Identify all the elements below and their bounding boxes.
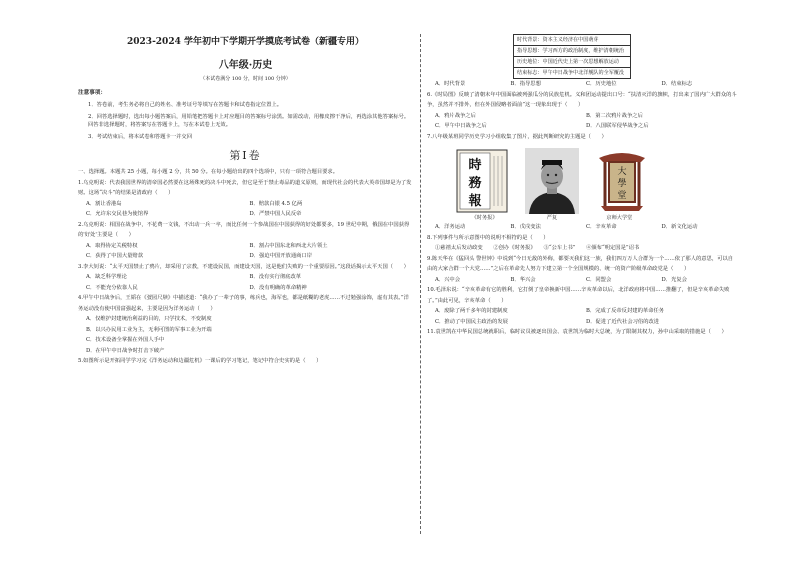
option: D．新文化运动 xyxy=(661,224,698,230)
question-8: 8.下列事件与所示意图中的说明不相符的是（ ） xyxy=(427,234,549,241)
question-6: 6.《时局图》反映了清朝末年中国面临被列强瓜分的民族危机。义和团运动提出口号：“扶清灭洋的旗帜，打出来了国内广大群众的斗争，虽然并不排外，但在外国侵略者面前”这一现象出现于（ ） xyxy=(427,91,737,108)
exam-info: （本试卷满分 100 分，时间 100 分钟） xyxy=(200,76,291,82)
plaque-char: 堂 xyxy=(617,191,627,201)
question-8-events: ①慈禧太后发动政变 ②创办《时务报》 ③“公车上书” ④颁布“明定国是”诏书 xyxy=(435,245,640,251)
question-6-options xyxy=(427,111,737,132)
question-5: 5.如图所示是开拓同学学习完《洋务运动和边疆危机》一课后的学习笔记，笔记中符合史实的是（ ） xyxy=(78,358,322,364)
option: B．没有实行彻底改革 xyxy=(249,274,302,280)
option: B．以兴办民用工业为主，无利可图的军事工业为开端 xyxy=(86,326,212,333)
option: A．割让香港岛 xyxy=(86,200,122,207)
option: D．强迫中国开放通商口岸 xyxy=(249,253,313,259)
option: B．戊戌变法 xyxy=(510,224,541,230)
option: C．历史地位 xyxy=(586,81,617,87)
option: A．洋务运动 xyxy=(435,224,466,230)
caption: 严复 xyxy=(546,215,558,221)
question-10-options xyxy=(427,306,737,327)
plaque-char: 大 xyxy=(617,167,627,177)
notes-row: 历史地位：中国近代史上第一次思想解放运动 xyxy=(514,57,630,68)
question-9: 9.陈天华在《猛回头 警世钟》中说到“今日无敌的外侮，都要灭我们这一族，我们四万万人合群为一个……依了那人的意思，可以自由的大家合群一个大党……”之后在革命先人努力下建立第一个全国规模的、统一的资产阶级革命政党是（ ） xyxy=(427,255,734,272)
picture-captions xyxy=(447,214,657,222)
question-9-options xyxy=(427,275,737,286)
option: C．获得了中国大量赔款 xyxy=(86,253,144,259)
option: A．废除了两千多年的封建制度 xyxy=(435,308,508,314)
exam-title: 2023-2024 学年初中下学期开学摸底考试卷（新疆专用） xyxy=(127,37,364,47)
question-7-pictures xyxy=(447,148,657,214)
option: D．结束标志 xyxy=(661,81,693,87)
option: D．八国联军侵华战争之后 xyxy=(586,123,649,129)
section-title: 第Ⅰ卷 xyxy=(229,149,262,162)
right-column xyxy=(427,34,737,338)
option: D．在甲午中日战争时打击下破产 xyxy=(86,347,165,354)
option: C．技术设备全掌握在外国人手中 xyxy=(86,337,165,343)
notes-row: 指导思想：学习西方的政治制度，维护清朝统治 xyxy=(514,46,630,57)
option: C．不能充分依靠人民 xyxy=(86,284,138,291)
portrait-image xyxy=(525,148,579,214)
left-column xyxy=(78,34,413,367)
option: C．允许东交民巷为使馆界 xyxy=(86,211,149,217)
question-11: 11.袁世凯在中华民国总统就职后，临时议员被逐出国会、袁世凯为临时大总统，为了限制其权力，孙中山采取的措施是（ ） xyxy=(427,329,727,335)
newspaper-char: 務 xyxy=(468,176,482,191)
option: D．促进了近代社会习俗的改进 xyxy=(586,318,660,325)
option: B．赔款白银 4.5 亿两 xyxy=(249,200,303,207)
notes-heading: 注意事项： xyxy=(78,90,106,96)
option: B．华兴会 xyxy=(510,276,536,283)
option: C．甲午中日战争之后 xyxy=(435,123,487,129)
option: A．缺乏科学理论 xyxy=(86,274,127,280)
option: C．推动了中国民主政治的发展 xyxy=(435,318,508,325)
question-4: 4.甲午中日战争后，王韬在《弢园尺牍》中描述道：“我办了一辈子的事，练兵也，海军也，都是纸糊的老虎……不过勉强涂饰，虚有其表。”洋务运动没有使中国富强起来，主要是因为洋务运动（ ） xyxy=(78,295,409,312)
study-notes-table xyxy=(513,34,631,79)
exam-subject: 八年级·历史 xyxy=(218,60,273,71)
option: A．取得协定关税特权 xyxy=(86,242,138,249)
note-item: 2．回答选择题时，选出每小题答案后，用铅笔把答题卡上对应题目的答案标号涂黑。如需改动，用橡皮擦干净后，再选涂其他答案标号。回答非选择题时，将答案写在答题卡上，写在本试卷上无效。 xyxy=(88,114,410,128)
column-divider xyxy=(420,34,421,534)
question-1: 1.乌克明说：代表我国世界的清帝国必然要在这场殊死的决斗中死去，但它是至于禁止毒品的道义原则，而现代社会的代表大英帝国却是为了发财。这场“决斗”的结果是清政府（ ） xyxy=(78,179,412,196)
newspaper-image xyxy=(455,148,509,214)
question-3: 3.李大钊说：“太平天国禁止了鸦片，却采用了宗教，不建设民国，而建设天国，这是他们失败的一个重要原因。”这段话揭示太平天国（ ） xyxy=(78,263,409,270)
note-item: 3．考试结束后，将本试卷和答题卡一并交回 xyxy=(88,134,193,140)
option: C．辛亥革命 xyxy=(586,224,617,230)
option: A．兴中会 xyxy=(435,276,461,283)
newspaper-char: 報 xyxy=(468,194,482,209)
question-7-options xyxy=(427,222,737,233)
option: C．同盟会 xyxy=(586,276,612,283)
option: A．时代背景 xyxy=(435,81,466,87)
question-4-options xyxy=(78,314,413,356)
question-7: 7.八年级某班同学历史学习小组收集了图片，据此判断研究的主题是（ ） xyxy=(427,133,607,140)
plaque-image xyxy=(595,148,649,214)
option: D．光复会 xyxy=(661,276,687,283)
newspaper-char: 時 xyxy=(468,158,482,173)
question-2: 2.乌克明说：相国在战争中，不花费一文钱，不出动一兵一卒，而比任何一个参战国在中国获得的好处都要多，19 世纪中期，俄国在中国获得的'好处'主要是（ ） xyxy=(78,221,410,238)
option: B．割占中国东北和西北大片领土 xyxy=(249,242,328,249)
option: A．仅维护封建统治利益的目的，只学技术，不变制度 xyxy=(86,316,212,322)
option: B．完成了反帝反封建的革命任务 xyxy=(586,308,665,314)
option: A．鸦片战争之后 xyxy=(435,112,476,119)
question-3-options xyxy=(78,272,413,293)
section-intro: 一、选择题。本题共 25 小题，每小题 2 分，共 50 分。在每小题给出的四个选项中，只有一项符合题目要求。 xyxy=(78,169,339,175)
option: B．指导思想 xyxy=(510,81,541,87)
question-10: 10.毛泽东说：“辛亥革命有它的胜利，它打倒了皇帝换新中国……辛亥革命以后，北洋政府将中国……推翻了，但是辛亥革命失败了。”由此可见，辛亥革命（ ） xyxy=(427,287,730,304)
caption: 京师大学堂 xyxy=(606,215,633,221)
option: D．严禁中国人民反帝 xyxy=(249,211,302,217)
caption: 《时务报》 xyxy=(471,215,498,221)
notes-row: 时代背景：资本主义经济在中国萌芽 xyxy=(514,35,630,46)
plaque-char: 學 xyxy=(617,179,627,189)
option: B．第二次鸦片战争之后 xyxy=(586,112,643,119)
option: D．没有明确的革命精神 xyxy=(249,284,307,291)
notes-row: 结束标志：甲午中日战争中北洋舰队的全军覆没 xyxy=(517,70,624,76)
note-item: 1．答卷前，考生务必将自己的姓名、准考证号等填写在答题卡和试卷指定位置上。 xyxy=(88,102,283,108)
question-5-options xyxy=(427,79,737,90)
question-1-options xyxy=(78,199,413,220)
question-2-options xyxy=(78,241,413,262)
